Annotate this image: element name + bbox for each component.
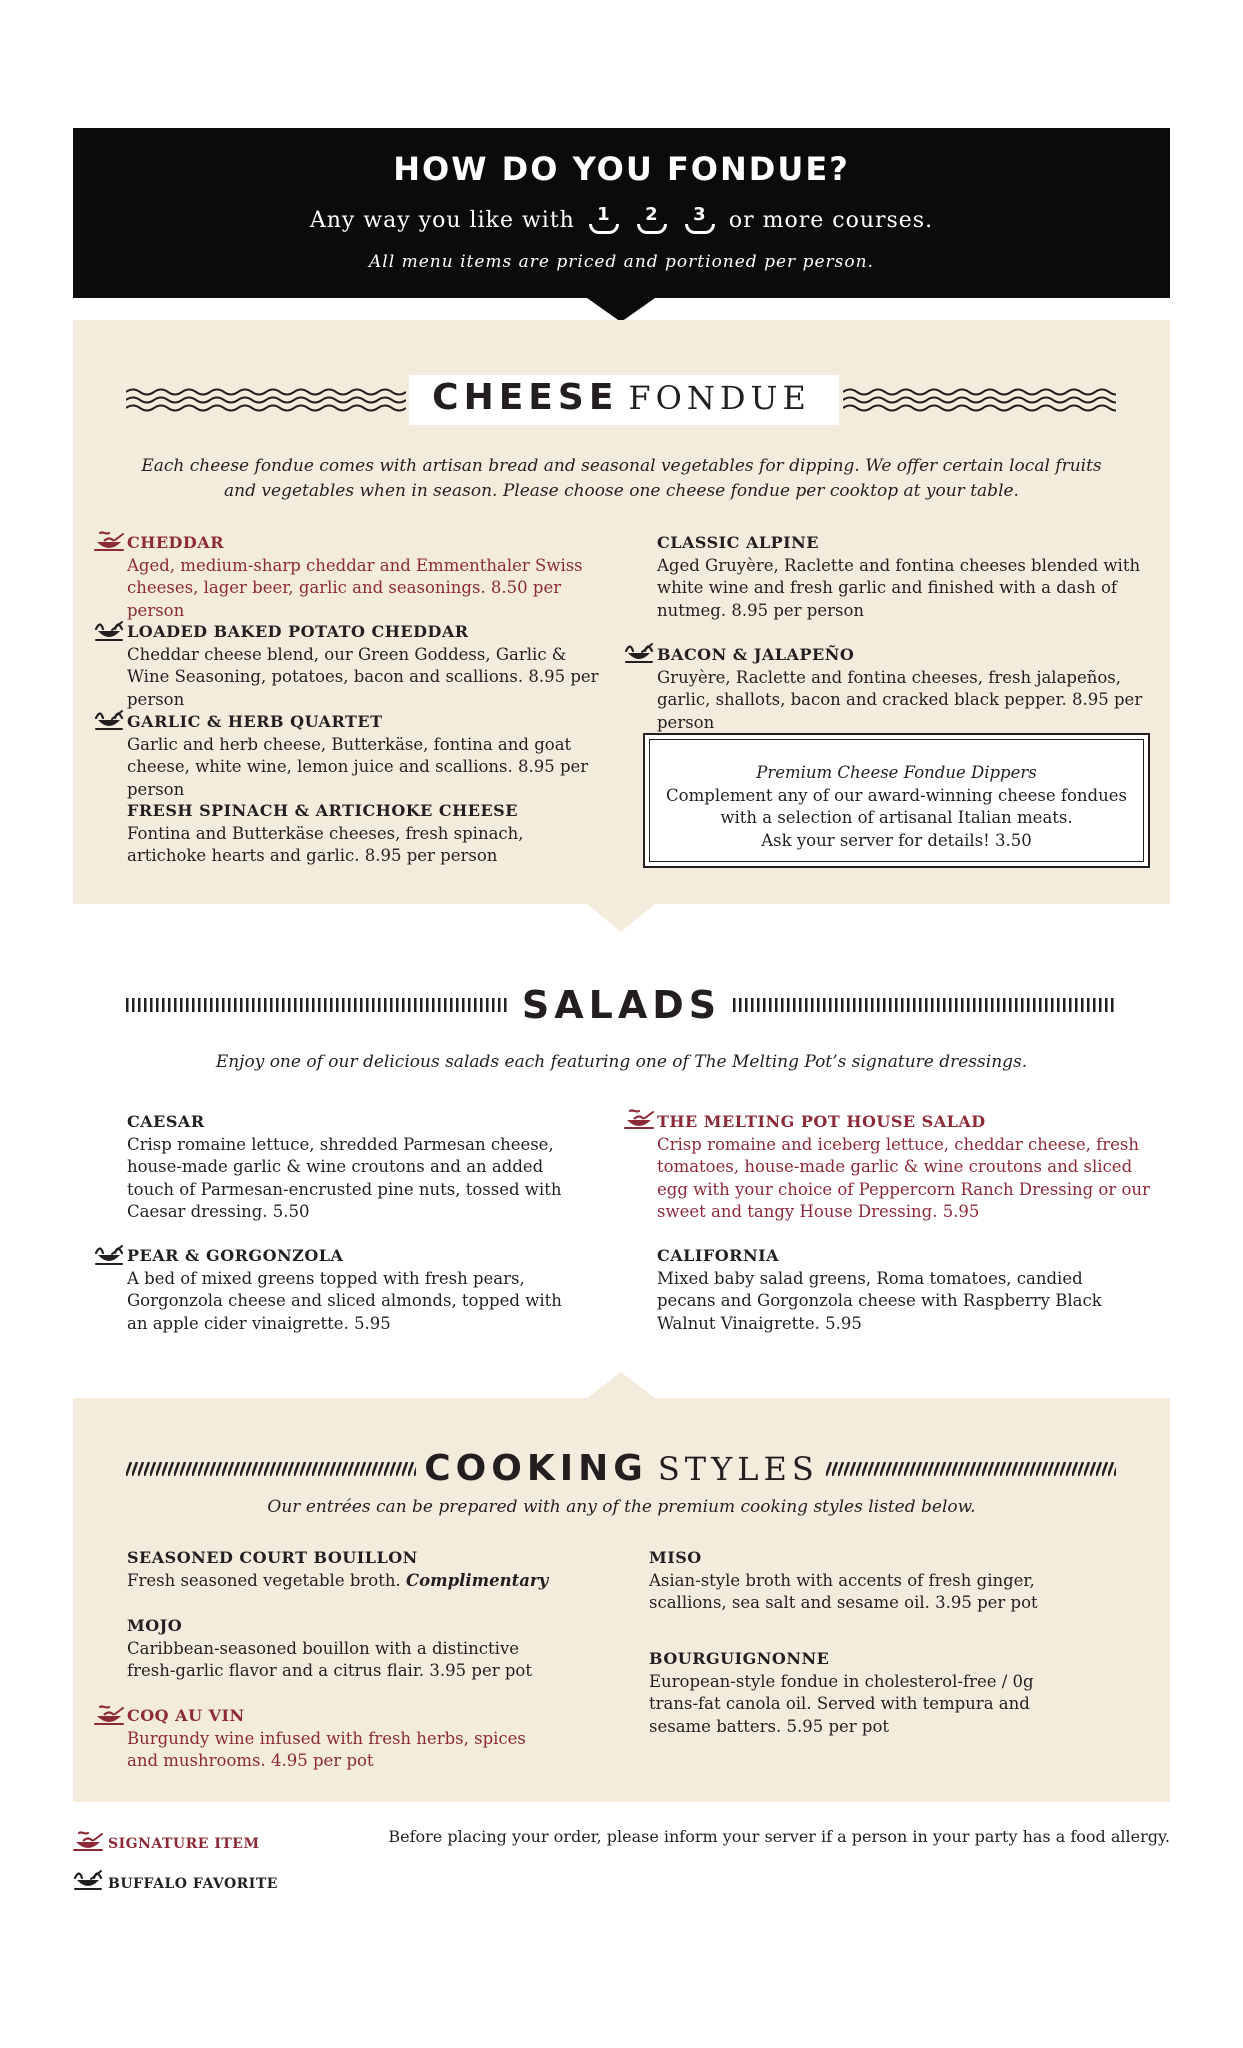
dippers-line-3: Ask your server for details! 3.50 [761,830,1032,850]
signature-icon [73,1830,103,1854]
signature-icon [94,530,124,554]
menu-item-caesar: CAESAR Crisp romaine lettuce, shredded Parmesan cheese, house-made garlic & wine croutons and an added touch of Parmesan-encrusted pine nuts, tossed with Caesar dressing. 5.50 [127,1112,562,1221]
course-2-icon: 2 [637,206,667,234]
cooking-panel-arrow [587,1372,655,1398]
buffalo-favorite-icon [94,620,124,644]
allergy-notice: Before placing your order, please inform your server if a person in your party has a food allergy. [388,1827,1170,1846]
cooking-style-coq-au-vin: COQ AU VIN Burgundy wine infused with fresh herbs, spices and mushrooms. 4.95 per pot [127,1706,526,1770]
banner-sub-post: or more courses. [728,207,934,233]
cheese-panel-arrow [587,904,655,932]
cooking-intro: Our entrées can be prepared with any of the premium cooking styles listed below. [267,1497,976,1517]
header-banner [73,128,1170,298]
menu-item-loaded-baked-potato-cheddar: LOADED BAKED POTATO CHEDDAR Cheddar cheese blend, our Green Goddess, Garlic & Wine Seasoning, potatoes, bacon and scallions. 8.95 per person [127,622,599,709]
cooking-style-mojo: MOJO Caribbean-seasoned bouillon with a distinctive fresh-garlic flavor and a citrus flair. 3.95 per pot [127,1616,532,1680]
signature-icon [624,1108,654,1132]
banner-subtitle [73,206,1170,234]
buffalo-favorite-icon [73,1869,103,1893]
salads-intro: Enjoy one of our delicious salads each featuring one of The Melting Pot’s signature dressings. [215,1052,1028,1072]
banner-title: HOW DO YOU FONDUE? [393,150,850,188]
menu-item-california: CALIFORNIA Mixed baby salad greens, Roma tomatoes, candied pecans and Gorgonzola cheese with Raspberry Black Walnut Vinaigrette. 5.95 [657,1246,1102,1333]
banner-arrow [587,298,655,322]
banner-note: All menu items are priced and portioned per person. [369,252,874,272]
cooking-style-miso: MISO Asian-style broth with accents of fresh ginger, scallions, sea salt and sesame oil. 3.95 per pot [649,1548,1038,1612]
dippers-line-1: Complement any of our award-winning cheese fondues [666,785,1127,805]
legend-buffalo-favorite: BUFFALO FAVORITE [108,1876,278,1892]
cooking-style-court-bouillon: SEASONED COURT BOUILLON Fresh seasoned vegetable broth. Complimentary [127,1548,549,1590]
menu-item-garlic-herb-quartet: GARLIC & HERB QUARTET Garlic and herb cheese, Butterkäse, fontina and goat cheese, white wine, lemon juice and scallions. 8.95 per person [127,712,589,799]
menu-item-classic-alpine: CLASSIC ALPINE Aged Gruyère, Raclette and fontina cheeses blended with white wine and fresh garlic and finished with a dash of nutmeg. 8.95 per person [657,533,1141,620]
signature-icon [94,1704,124,1728]
course-1-icon: 1 [589,206,619,234]
cheese-intro: Each cheese fondue comes with artisan bread and seasonal vegetables for dipping. We offer certain local fruits and vegetables when in season. Please choose one cheese fondue per cooktop at your table. [141,456,1102,501]
salads-title: SALADS [521,983,722,1027]
buffalo-favorite-icon [94,709,124,733]
buffalo-favorite-icon [624,642,654,666]
course-3-icon: 3 [685,206,715,234]
legend-signature-item: SIGNATURE ITEM [108,1836,260,1852]
cooking-style-bourguignonne: BOURGUIGNONNE European-style fondue in cholesterol-free / 0g trans-fat canola oil. Served with tempura and sesame batters. 5.95 per pot [649,1649,1034,1736]
cooking-styles-title: COOKING STYLES [424,1448,819,1489]
premium-dippers-box [643,733,1150,868]
dippers-line-2: with a selection of artisanal Italian meats. [720,808,1073,827]
menu-item-house-salad: THE MELTING POT HOUSE SALAD Crisp romaine and iceberg lettuce, cheddar cheese, fresh tomatoes, house-made garlic & wine croutons and sliced egg with your choice of Peppercorn Ranch Dressing or our sweet and tangy House Dressing. 5.95 [657,1112,1150,1221]
menu-item-spinach-artichoke: FRESH SPINACH & ARTICHOKE CHEESE Fontina and Butterkäse cheeses, fresh spinach, artichoke hearts and garlic. 8.95 per person [127,801,524,865]
menu-item-cheddar: CHEDDAR Aged, medium-sharp cheddar and Emmenthaler Swiss cheeses, lager beer, garlic and seasonings. 8.50 per person [127,533,583,620]
cheese-fondue-title: CHEESE FONDUE [432,377,811,418]
menu-item-bacon-jalapeno: BACON & JALAPEÑO Gruyère, Raclette and fontina cheeses, fresh jalapeños, garlic, shallots, bacon and cracked black pepper. 8.95 per person [657,645,1143,732]
buffalo-favorite-icon [94,1244,124,1268]
dippers-title: Premium Cheese Fondue Dippers [756,763,1037,782]
banner-sub-pre: Any way you like with [309,207,575,233]
menu-item-pear-gorgonzola: PEAR & GORGONZOLA A bed of mixed greens topped with fresh pears, Gorgonzola cheese and sliced almonds, topped with an apple cider vinaigrette. 5.95 [127,1246,562,1333]
